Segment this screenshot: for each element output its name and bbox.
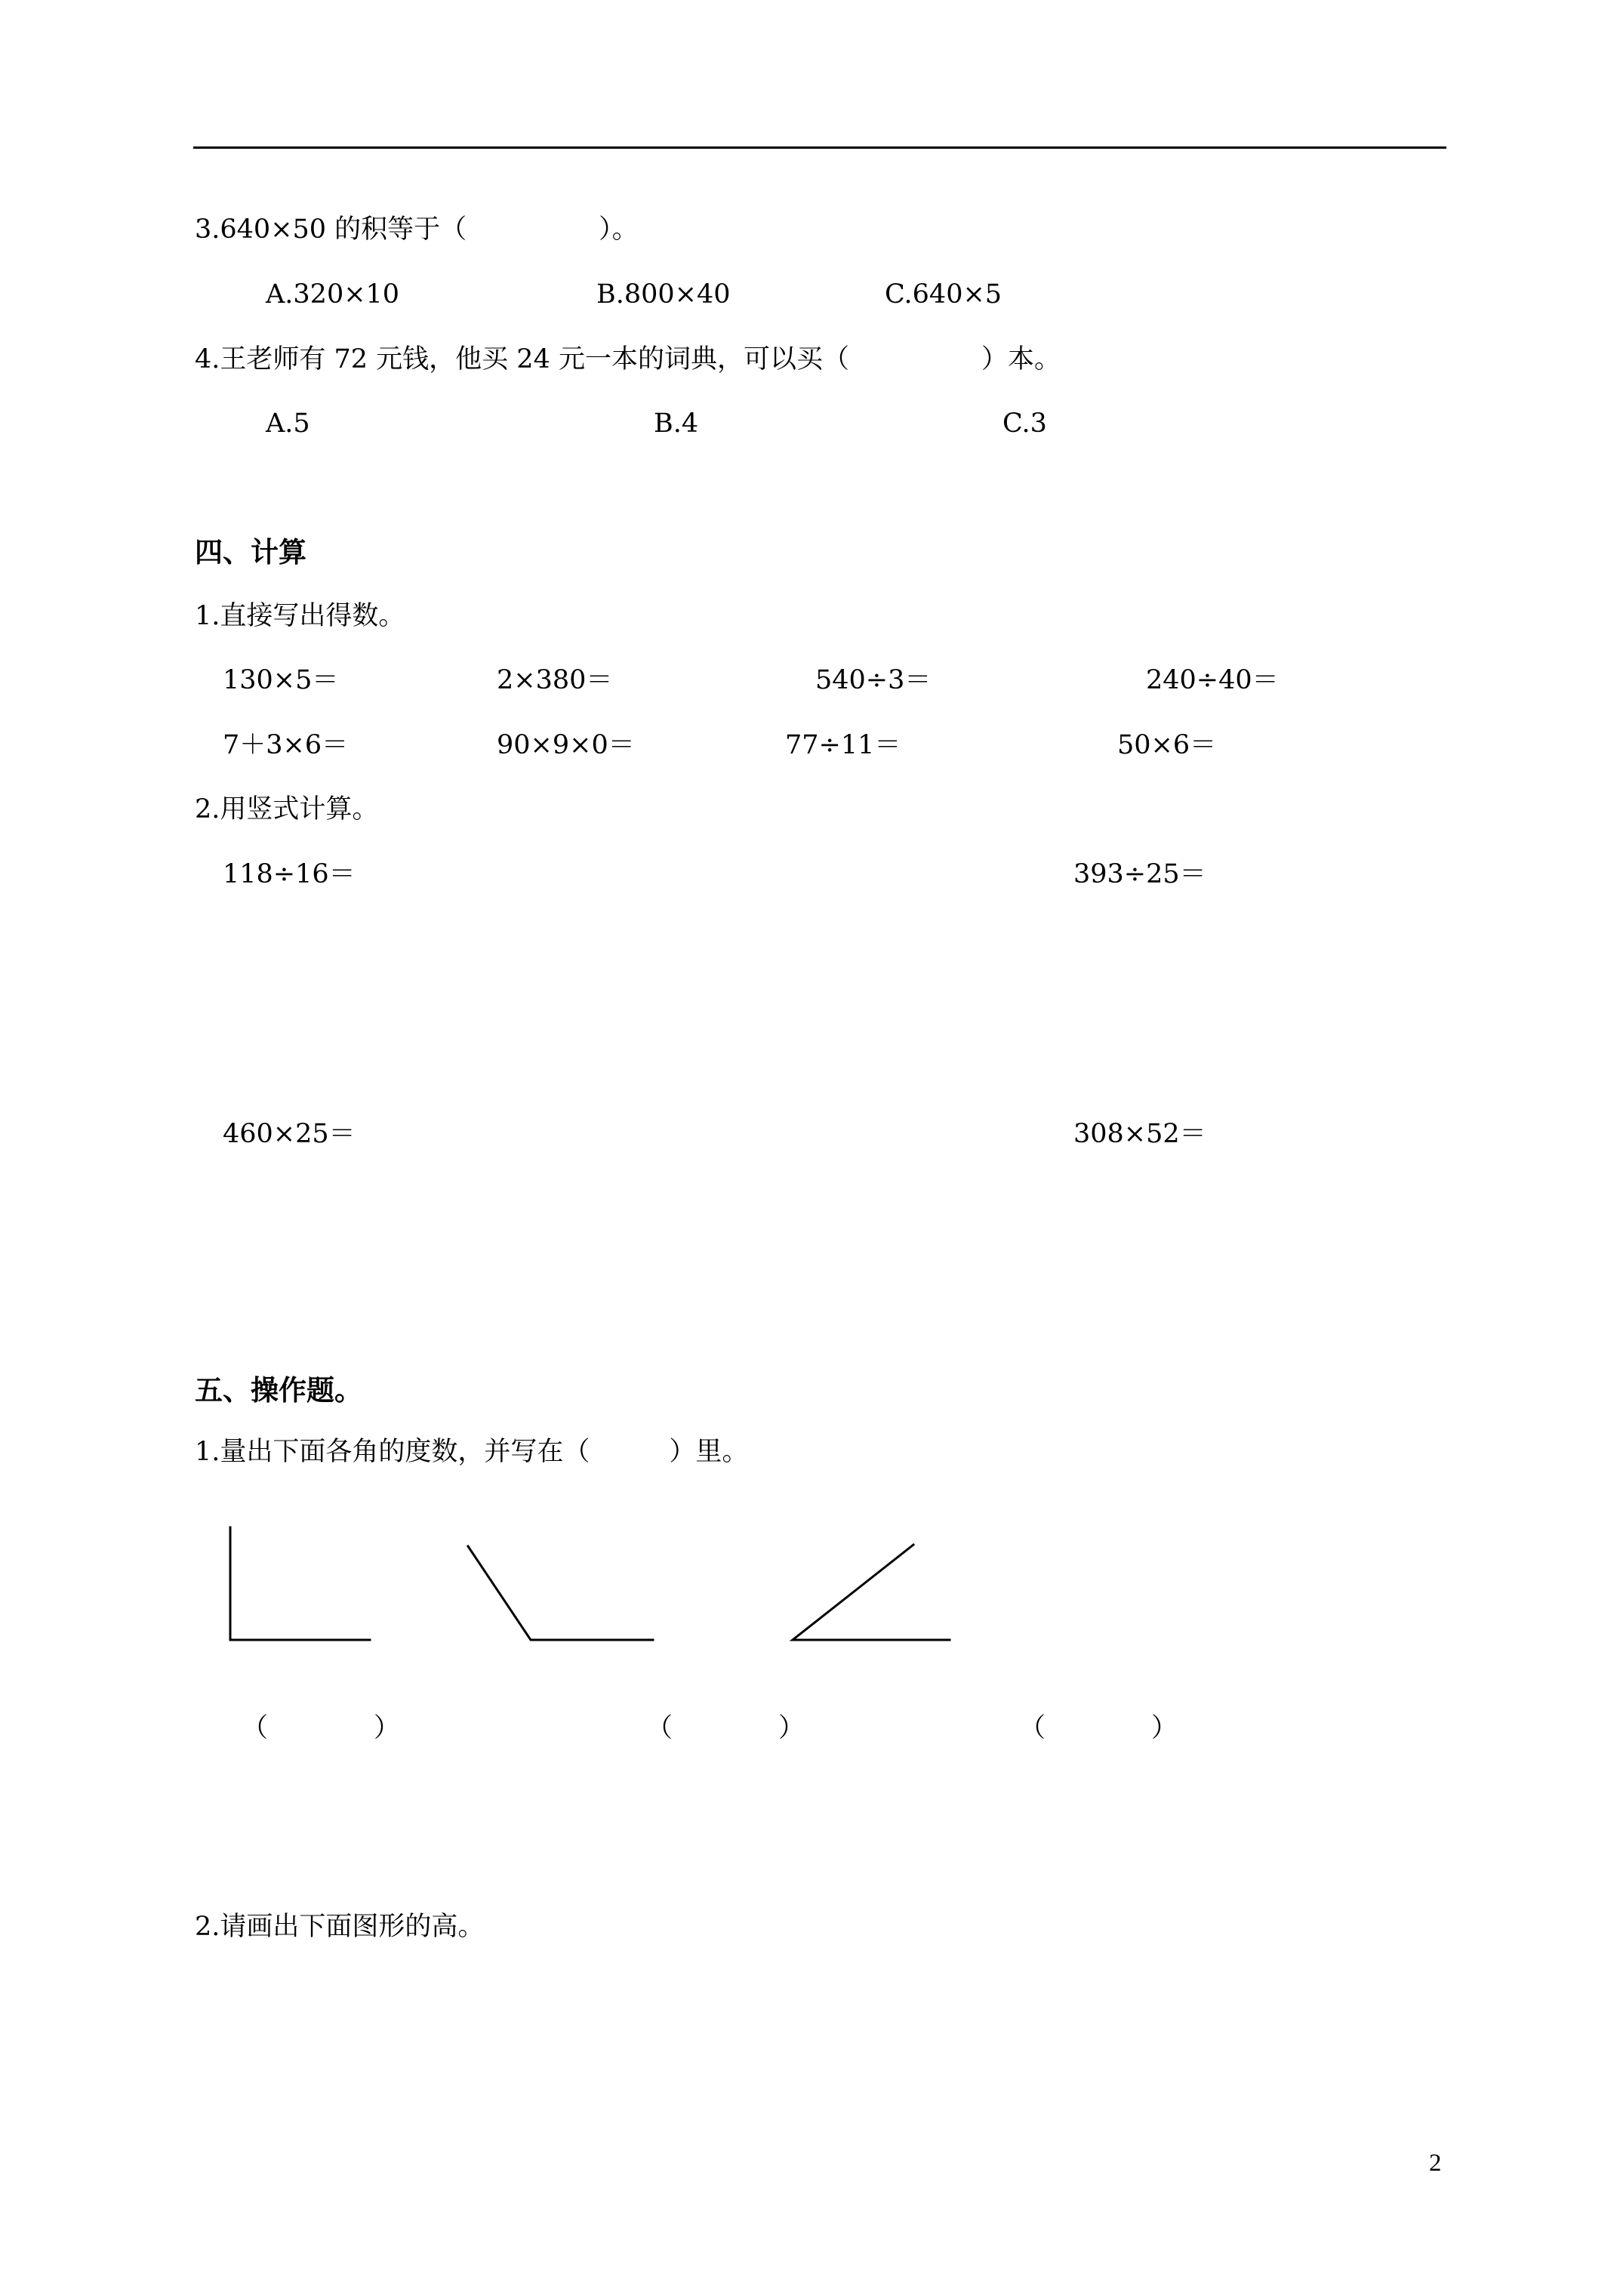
q4-option-b: B.4 xyxy=(654,408,699,439)
q4-stem: 4.王老师有 72 元钱，他买 24 元一本的词典，可以买（ ）本。 xyxy=(195,344,1061,374)
section5-part2-title: 2.请画出下面图形的高。 xyxy=(195,1912,485,1942)
vertical-calc-item: 393÷25＝ xyxy=(1073,859,1206,889)
obtuse-angle-figure xyxy=(468,1546,653,1640)
oral-calc-item: 540÷3＝ xyxy=(815,665,932,695)
oral-calc-item: 77÷11＝ xyxy=(785,730,901,760)
q3-option-c: C.640×5 xyxy=(885,279,1002,310)
q4-option-a: A.5 xyxy=(266,408,310,439)
q4-option-c: C.3 xyxy=(1002,408,1047,439)
vertical-calc-item: 118÷16＝ xyxy=(223,859,356,889)
page-number: 2 xyxy=(1429,2150,1442,2177)
oral-calc-item: 240÷40＝ xyxy=(1146,665,1279,695)
section4-title: 四、计算 xyxy=(195,535,306,569)
acute-angle-figure xyxy=(793,1545,950,1640)
section5-part1-title: 1.量出下面各角的度数，并写在（ ）里。 xyxy=(195,1437,749,1467)
angle-answer-blank: （ ） xyxy=(646,1713,805,1743)
oral-calc-item: 2×380＝ xyxy=(497,665,613,695)
angle-answer-blank: （ ） xyxy=(242,1713,401,1743)
oral-calc-item: 7＋3×6＝ xyxy=(223,730,349,760)
section4-part2-title: 2.用竖式计算。 xyxy=(195,794,379,824)
section4-part1-title: 1.直接写出得数。 xyxy=(195,601,405,631)
vertical-calc-item: 308×52＝ xyxy=(1073,1119,1206,1149)
q3-option-a: A.320×10 xyxy=(266,279,400,310)
right-angle-figure xyxy=(230,1527,370,1640)
q3-option-b: B.800×40 xyxy=(596,279,731,310)
vertical-calc-item: 460×25＝ xyxy=(223,1119,356,1149)
q3-stem: 3.640×50 的积等于（ ）。 xyxy=(195,214,639,245)
oral-calc-item: 90×9×0＝ xyxy=(497,730,635,760)
angle-answer-blank: （ ） xyxy=(1019,1713,1178,1743)
oral-calc-item: 130×5＝ xyxy=(223,665,339,695)
section5-title: 五、操作题。 xyxy=(195,1373,362,1407)
oral-calc-item: 50×6＝ xyxy=(1117,730,1217,760)
